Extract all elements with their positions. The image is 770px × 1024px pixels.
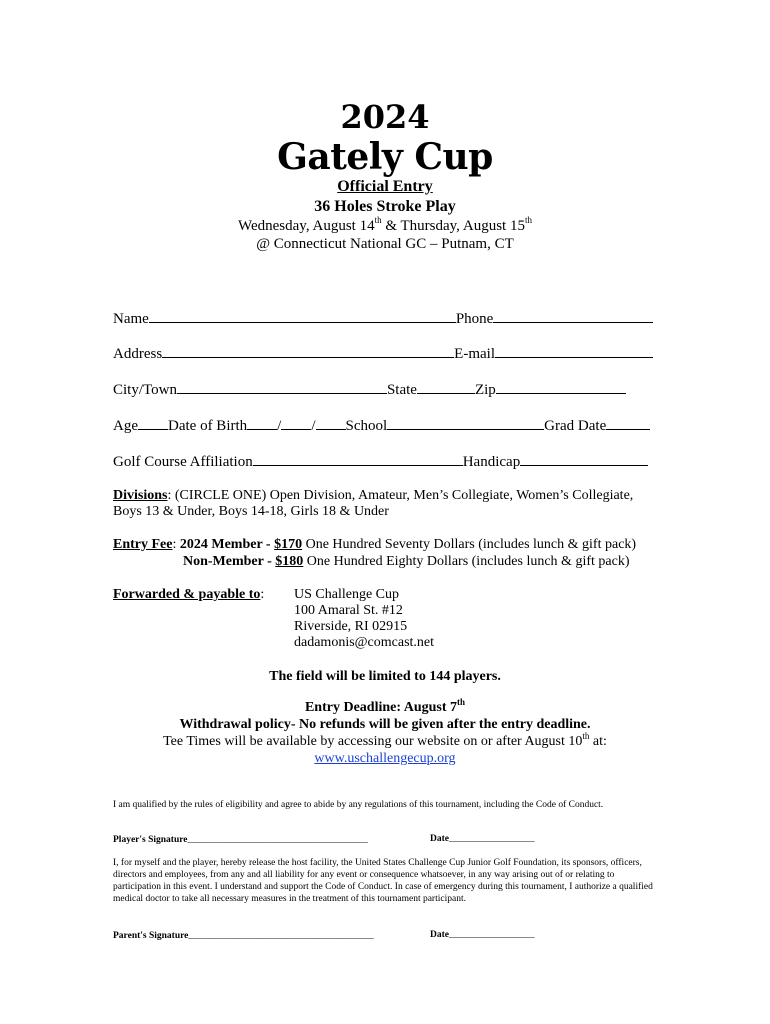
format-heading: 36 Holes Stroke Play <box>314 198 456 215</box>
zip-field[interactable] <box>496 379 626 394</box>
divisions-line-2: Boys 13 & Under, Boys 14-18, Girls 18 & Under <box>113 504 389 519</box>
entry-fee-label: Entry Fee <box>113 537 173 552</box>
member-fee-line: Entry Fee: 2024 Member - $170 One Hundred Seventy Dollars (includes lunch & gift pack) <box>113 537 637 552</box>
affiliation-handicap-row <box>113 451 658 471</box>
state-label: State <box>386 382 417 398</box>
dob-year-field[interactable] <box>316 415 346 430</box>
official-entry-heading: Official Entry <box>337 178 433 195</box>
city-label: City/Town <box>113 382 177 398</box>
divisions-label: Divisions <box>113 488 168 503</box>
parent-signature-line[interactable]: Parent's Signature_______________________________________ <box>113 931 374 941</box>
dob-day-field[interactable] <box>281 415 311 430</box>
handicap-field[interactable] <box>520 451 648 466</box>
city-state-zip-row <box>113 379 658 399</box>
age-label: Age <box>113 418 138 434</box>
payee-street: 100 Amaral St. #12 <box>294 603 403 618</box>
name-phone-row <box>113 308 658 328</box>
email-label: E-mail <box>454 346 495 362</box>
eligibility-statement: I am qualified by the rules of eligibility and agree to abide by any regulations of this tournament, including the Code of Conduct. <box>113 800 604 810</box>
phone-field[interactable] <box>493 308 653 323</box>
email-field[interactable] <box>495 343 653 358</box>
event-year: 2024 <box>340 98 430 136</box>
event-venue: @ Connecticut National GC – Putnam, CT <box>256 236 514 252</box>
dob-separator: / <box>277 418 282 434</box>
name-field[interactable] <box>149 308 456 323</box>
player-date-line[interactable]: Date__________________ <box>430 834 535 844</box>
event-title: Gately Cup <box>277 136 493 178</box>
city-field[interactable] <box>177 379 387 394</box>
age-field[interactable] <box>138 415 168 430</box>
tee-times-notice: Tee Times will be available by accessing our website on or after August 10th at: <box>163 731 607 749</box>
grad-date-label: Grad Date <box>544 418 607 434</box>
payee-email: dadamonis@comcast.net <box>294 635 435 650</box>
address-field[interactable] <box>162 343 454 358</box>
parent-date-line[interactable]: Date__________________ <box>430 930 535 940</box>
dob-label: Date of Birth <box>168 418 248 434</box>
withdrawal-policy: Withdrawal policy- No refunds will be given after the entry deadline. <box>179 717 591 732</box>
school-field[interactable] <box>387 415 544 430</box>
zip-label: Zip <box>474 382 496 398</box>
divisions-line-1: Divisions: (CIRCLE ONE) Open Division, Amateur, Men’s Collegiate, Women’s Collegiate, <box>113 488 634 503</box>
name-label: Name <box>113 311 149 327</box>
nonmember-fee-line: Non-Member - $180 One Hundred Eighty Dollars (includes lunch & gift pack) <box>183 554 630 569</box>
payable-to-label: Forwarded & payable to: <box>113 587 265 602</box>
handicap-label: Handicap <box>462 454 521 470</box>
address-email-row <box>113 343 658 363</box>
grad-date-field[interactable] <box>606 415 650 430</box>
affiliation-label: Golf Course Affiliation <box>113 454 253 470</box>
player-signature-line[interactable]: Player's Signature______________________________________ <box>113 835 369 845</box>
member-price: $170 <box>274 537 303 552</box>
phone-label: Phone <box>455 311 494 327</box>
address-label: Address <box>113 346 163 362</box>
dob-month-field[interactable] <box>247 415 277 430</box>
payee-name: US Challenge Cup <box>294 587 399 602</box>
entry-deadline: Entry Deadline: August 7th <box>304 697 466 715</box>
event-dates: Wednesday, August 14th & Thursday, August 15th <box>238 215 532 234</box>
payee-city: Riverside, RI 02915 <box>294 619 408 634</box>
school-label: School <box>345 418 388 434</box>
affiliation-field[interactable] <box>253 451 463 466</box>
nonmember-price: $180 <box>275 554 304 569</box>
liability-release: I, for myself and the player, hereby release the host facility, the United States Challenge Cup Junior Golf Foundation, its sponsors, officers, directors and employees, from any and all liability for any event or consequence whatsoever, in any way arising out of or relating to participation in this event. I understand and support the Code of Conduct. In case of emergency during this tournament, I authorize a qualified medical doctor to take all necessary measures in the treatment of this tournament participant. <box>113 858 653 904</box>
website-link[interactable]: www.uschallengecup.org <box>314 751 456 766</box>
field-limit-notice: The field will be limited to 144 players. <box>269 669 501 684</box>
state-field[interactable] <box>417 379 475 394</box>
dob-separator: / <box>311 418 316 434</box>
age-dob-school-row <box>113 415 658 435</box>
